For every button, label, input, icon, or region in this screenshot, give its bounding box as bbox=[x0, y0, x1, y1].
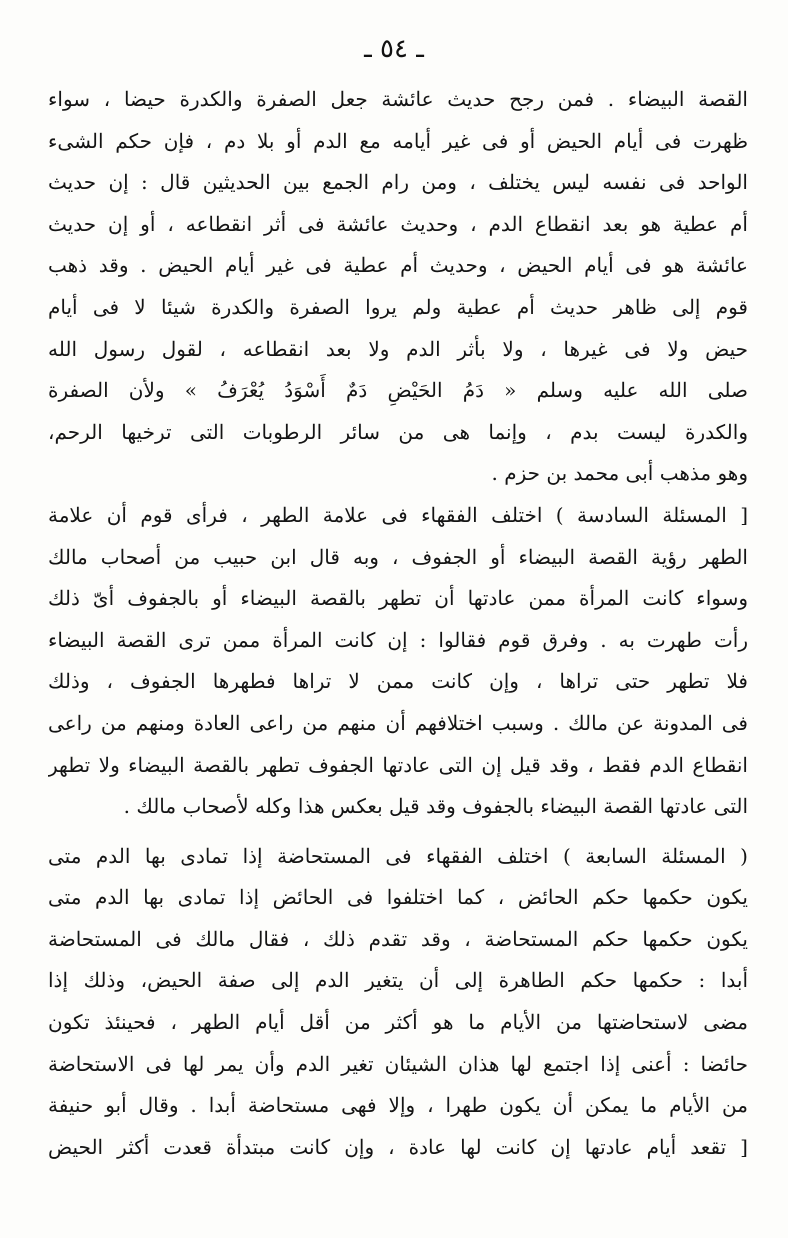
text-line: ظهرت فى أيام الحيض أو فى غير أيامه مع الدم أو بلا دم ، فإن حكم الشىء bbox=[48, 128, 748, 153]
text-line: الواحد فى نفسه ليس يختلف ، ومن رام الجمع بين الحديثين قال : إن حديث bbox=[48, 170, 748, 195]
text-line: [ تقعد أيام عادتها إن كانت لها عادة ، وإن كانت مبتدأة قعدت أكثر الحيض bbox=[48, 1134, 748, 1159]
text-line: ( المسئلة السابعة ) اختلف الفقهاء فى المستحاضة إذا تمادى بها الدم متى bbox=[48, 843, 748, 868]
text-line: أبدا : حكمها حكم الطاهرة إلى أن يتغير الدم إلى صفة الحيض، وذلك إذا bbox=[48, 968, 748, 993]
text-line: يكون حكمها حكم المستحاضة ، وقد تقدم ذلك ، فقال مالك فى المستحاضة bbox=[48, 926, 748, 951]
text-line: فلا تطهر حتى تراها ، وإن كانت ممن لا تراها فطهرها الجفوف ، وذلك bbox=[48, 669, 748, 694]
text-line: وهو مذهب أبى محمد بن حزم . bbox=[491, 461, 748, 486]
text-line: [ المسئلة السادسة ) اختلف الفقهاء فى علامة الطهر ، فرأى قوم أن علامة bbox=[48, 502, 748, 527]
text-line: عائشة هو فى أيام الحيض ، وحديث أم عطية فى غير أيام الحيض . وقد ذهب bbox=[48, 253, 748, 278]
text-line: مضى لاستحاضتها من الأيام ما هو أكثر من أقل أيام الطهر ، فحينئذ تكون bbox=[48, 1010, 748, 1035]
text-line: وسواء كانت المرأة ممن عادتها أن تطهر بالقصة البيضاء أو بالجفوف أىّ ذلك bbox=[48, 586, 748, 611]
text-line: الطهر رؤية القصة البيضاء أو الجفوف ، وبه قال ابن حبيب من أصحاب مالك bbox=[48, 544, 748, 569]
text-line: القصة البيضاء . فمن رجح حديث عائشة جعل الصفرة والكدرة حيضا ، سواء bbox=[48, 87, 748, 111]
text-line: من الأيام ما يمكن أن يكون طهرا ، وإلا فهى مستحاضة أبدا . وقال أبو حنيفة bbox=[48, 1093, 748, 1118]
body-text bbox=[48, 80, 748, 1169]
text-line: رأت طهرت به . وفرق قوم فقالوا : إن كانت المرأة ممن ترى القصة البيضاء bbox=[48, 627, 748, 652]
text-line: التى عادتها القصة البيضاء بالجفوف وقد قيل بعكس هذا وكله لأصحاب مالك . bbox=[123, 794, 748, 819]
page-number: ـ ٥٤ ـ bbox=[364, 34, 424, 64]
text-line: انقطاع الدم فقط ، وقد قيل إن التى عادتها الجفوف تطهر بالقصة البيضاء ولا تطهر bbox=[48, 752, 748, 777]
text-line: والكدرة ليست بدم ، وإنما هى من سائر الرطوبات التى ترخيها الرحم، bbox=[48, 419, 748, 444]
text-line: صلى الله عليه وسلم « دَمُ الحَيْضِ دَمٌ أَسْوَدُ يُعْرَفُ » ولأن الصفرة bbox=[48, 378, 748, 403]
text-line: فى المدونة عن مالك . وسبب اختلافهم أن منهم من راعى العادة ومنهم من راعى bbox=[48, 710, 748, 735]
text-line: قوم إلى ظاهر حديث أم عطية ولم يروا الصفرة والكدرة شيئا لا فى أيام bbox=[48, 294, 748, 319]
text-line: يكون حكمها حكم الحائض ، كما اختلفوا فى الحائض إذا تمادى بها الدم متى bbox=[48, 885, 748, 910]
paragraph-gap bbox=[48, 829, 748, 837]
text-line: حيض ولا فى غيرها ، ولا بأثر الدم ولا بعد انقطاعه ، لقول رسول الله bbox=[48, 336, 748, 361]
text-line: حائضا : أعنى إذا اجتمع لها هذان الشيئان تغير الدم وأن يمر لها فى الاستحاضة bbox=[48, 1051, 748, 1076]
text-line: أم عطية هو بعد انقطاع الدم ، وحديث عائشة فى أثر انقطاعه ، أو إن حديث bbox=[48, 211, 748, 236]
